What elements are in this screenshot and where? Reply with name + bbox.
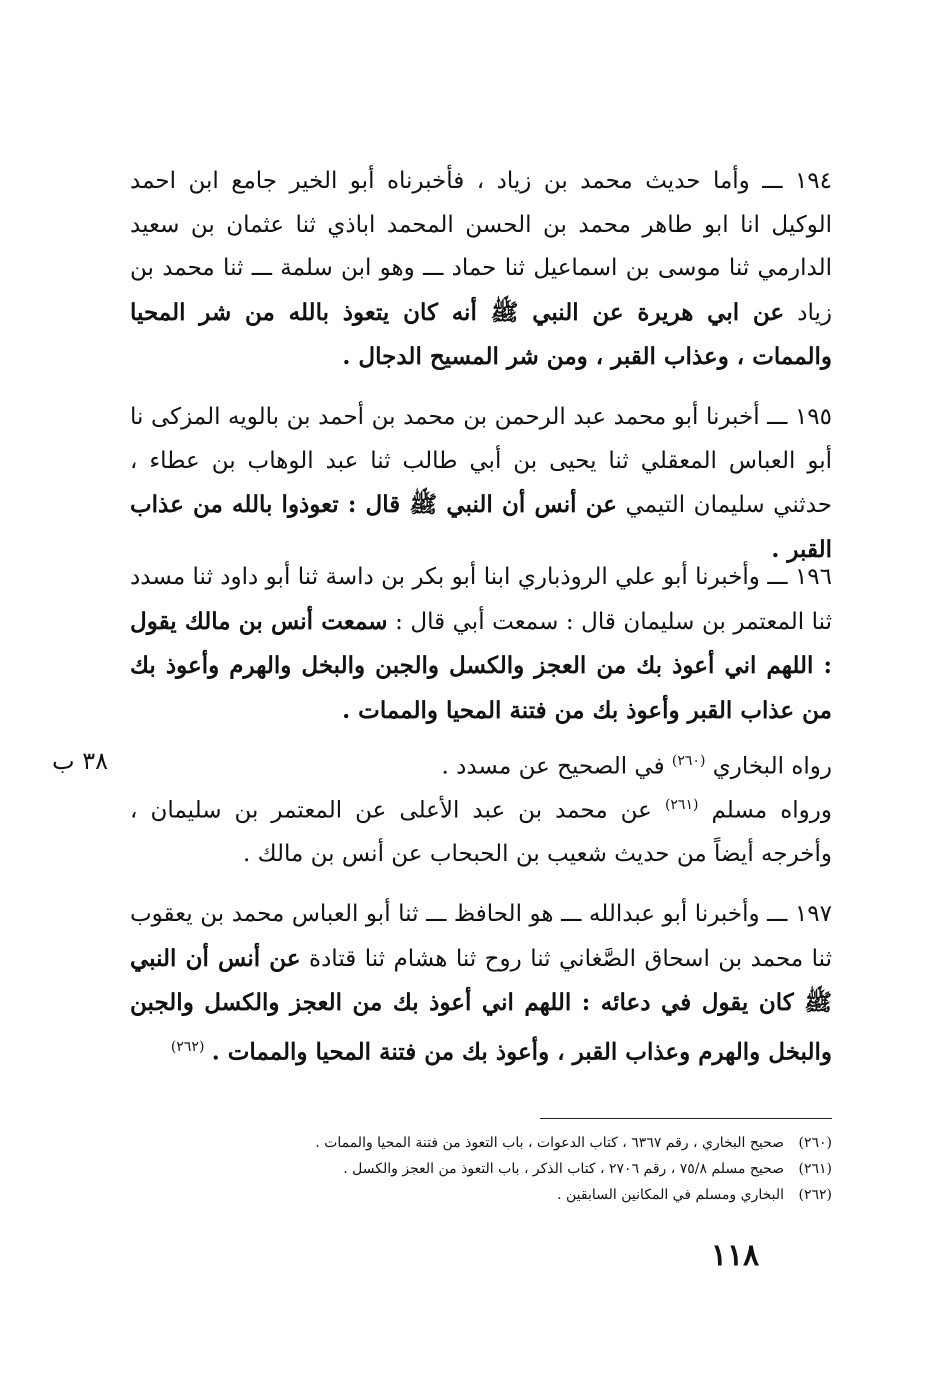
hadith-195 xyxy=(130,396,832,572)
hadith-chain: ـــ وأخبرنا أبو علي الروذباري ابنا أبو بكر بن داسة ثنا أبو داود ثنا مسدد ثنا المعتمر بن سليمان قال : سمعت أبي قال : xyxy=(130,564,833,635)
hadith-text: سمعت أنس بن مالك يقول : اللهم اني أعوذ بك من العجز والكسل والجبن والبخل والهرم وأعوذ بك من عذاب القبر وأعوذ بك من فتنة المحيا والممات . xyxy=(130,607,832,724)
hadith-text: عن ابي هريرة عن النبي ﷺ أنه كان يتعوذ بالله من شر المحيا والممات ، وعذاب القبر ، ومن شر المسيح الدجال . xyxy=(130,298,832,370)
footnote-number: (٢٦٠) xyxy=(798,1135,832,1151)
hadith-chain: ـــ أخبرنا أبو محمد عبد الرحمن بن محمد بن أحمد بن بالويه المزكى نا أبو العباس المعقلي ثنا يحيى بن أبي طالب ثنا عبد الوهاب بن عطاء ، حدثني سليمان التيمي xyxy=(130,404,832,518)
hadith-number: ١٩٥ xyxy=(794,404,832,430)
hadith-text: عن أنس أن النبي ﷺ كان يقول في دعائه : اللهم اني أعوذ بك من العجز والكسل والجبن والبخل والهرم وعذاب القبر ، وأعوذ بك من فتنة المحيا والممات . xyxy=(130,944,832,1066)
footnote-number: (٢٦٢) xyxy=(798,1187,832,1203)
hadith-chain: ـــ وأخبرنا أبو عبدالله ـــ هو الحافظ ـــ ثنا أبو العباس محمد بن يعقوب ثنا محمد بن اسحاق الصَّغاني ثنا روح ثنا هشام ثنا قتادة xyxy=(130,901,833,972)
hadith-194 xyxy=(130,160,832,380)
hadith-chain: ـــ وأما حديث محمد بن زياد ، فأخبرناه أبو الخير جامع ابن احمد الوكيل انا ابو طاهر محمد بن الحسن المحمد اباذي ثنا عثمان بن سعيد الدارمي ثنا موسى بن اسماعيل ثنا حماد ـــ وهو ابن سلمة ـــ ثنا محمد بن زياد xyxy=(130,168,833,326)
footnote-ref: (٢٦٠) xyxy=(671,753,706,769)
footnote-text: صحيح البخاري ، رقم ٦٣٦٧ ، كتاب الدعوات ، باب التعوذ من فتنة المحيا والممات . xyxy=(315,1135,785,1151)
footnote-ref: (٢٦١) xyxy=(664,797,699,813)
page-number: ١١٨ xyxy=(710,1238,760,1273)
hadith-text: عن أنس أن النبي ﷺ قال : تعوذوا بالله من عذاب القبر . xyxy=(130,491,832,563)
footnote-ref: (٢٦٢) xyxy=(170,1038,205,1055)
footnotes xyxy=(300,1130,832,1208)
footnote-text: صحيح مسلم ٧٥/٨ ، رقم ٢٧٠٦ ، كتاب الذكر ، باب التعوذ من العجز والكسل . xyxy=(343,1161,785,1177)
hadith-number: ١٩٧ xyxy=(794,901,832,927)
footnote-item xyxy=(300,1156,832,1182)
muslim-attribution: ورواه مسلم $^{(٢٦١)}$ عن محمد بن عبد الأعلى عن المعتمر بن سليمان ، وأخرجه أيضاً من حديث شعيب بن الحبحاب عن أنس بن مالك . xyxy=(130,797,833,868)
footnote-text: البخاري ومسلم في المكانين السابقين . xyxy=(557,1187,785,1203)
footnote-divider xyxy=(540,1118,832,1119)
hadith-197 xyxy=(130,893,832,1075)
hadith-number: ١٩٦ xyxy=(794,564,832,590)
footnote-item xyxy=(300,1182,832,1208)
footnote-item xyxy=(300,1130,832,1156)
hadith-number: ١٩٤ xyxy=(794,168,832,194)
hadith-196 xyxy=(130,556,832,733)
bukhari-attribution: رواه البخاري $^{(٢٦٠)}$ في الصحيح عن مسدد . xyxy=(441,753,832,780)
footnote-number: (٢٦١) xyxy=(798,1161,832,1177)
manuscript-folio-marker: ٣٨ ب xyxy=(52,747,109,775)
